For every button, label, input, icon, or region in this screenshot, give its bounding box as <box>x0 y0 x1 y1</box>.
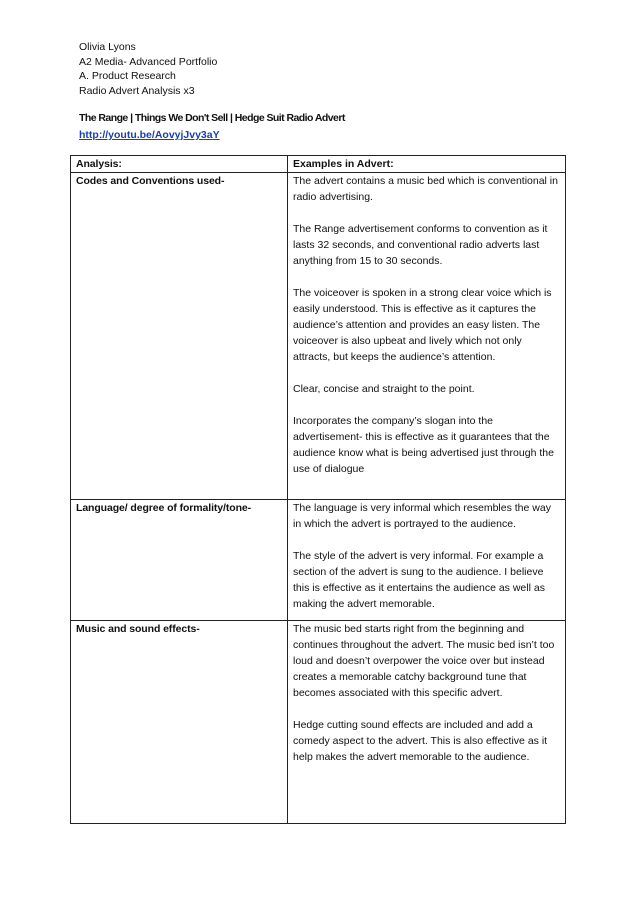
paragraph: The music bed starts right from the beginning and continues throughout the advert. The music bed isn’t too loud and doesn’t overpower the voice over but instead creates a memorable catchy background tune that becomes associated with this specific advert. <box>293 623 555 699</box>
header-analysis: Analysis: <box>71 156 288 173</box>
table-row <box>71 500 566 621</box>
row-content-codes <box>288 173 566 500</box>
row-label-codes: Codes and Conventions used- <box>71 173 288 500</box>
row-content-music <box>288 621 566 824</box>
paragraph: The voiceover is spoken in a strong clear voice which is easily understood. This is effective as it captures the audience’s attention and provides an easy listen. The voiceover is also upbeat and lively which not only attracts, but keeps the audience’s attention. <box>293 287 552 363</box>
paragraph: Hedge cutting sound effects are included and add a comedy aspect to the advert. This is also effective as it help makes the advert memorable to the audience. <box>293 719 548 763</box>
title-block <box>79 111 345 143</box>
paragraph: The advert contains a music bed which is conventional in radio advertising. <box>293 175 558 203</box>
row-label-language: Language/ degree of formality/tone- <box>71 500 288 621</box>
table-row <box>71 621 566 824</box>
paragraph: The Range advertisement conforms to convention as it lasts 32 seconds, and conventional radio adverts last anything from 15 to 30 seconds. <box>293 223 548 267</box>
paragraph: Incorporates the company’s slogan into the advertisement- this is effective as it guarantees that the audience know what is being advertised just through the use of dialogue <box>293 415 554 475</box>
advert-title: The Range | Things We Don't Sell | Hedge Suit Radio Advert <box>79 112 345 124</box>
assignment-title: Radio Advert Analysis x3 <box>79 84 195 97</box>
paragraph: The language is very informal which resembles the way in which the advert is portrayed to the audience. <box>293 502 551 530</box>
section-title: A. Product Research <box>79 70 176 82</box>
analysis-table <box>70 155 566 824</box>
author-name: Olivia Lyons <box>79 41 136 53</box>
row-label-music: Music and sound effects- <box>71 621 288 824</box>
table-header-row <box>71 156 566 173</box>
header-examples: Examples in Advert: <box>288 156 566 173</box>
table-row <box>71 173 566 500</box>
youtube-link[interactable]: http://youtu.be/AovyjJvy3aY <box>79 129 220 141</box>
course-title: A2 Media- Advanced Portfolio <box>79 55 218 68</box>
paragraph: The style of the advert is very informal. For example a section of the advert is sung to the audience. I believe this is effective as it entertains the audience as well as making the advert memorable. <box>293 550 545 610</box>
row-content-language <box>288 500 566 621</box>
author-header <box>79 40 217 98</box>
paragraph: Clear, concise and straight to the point. <box>293 383 475 395</box>
